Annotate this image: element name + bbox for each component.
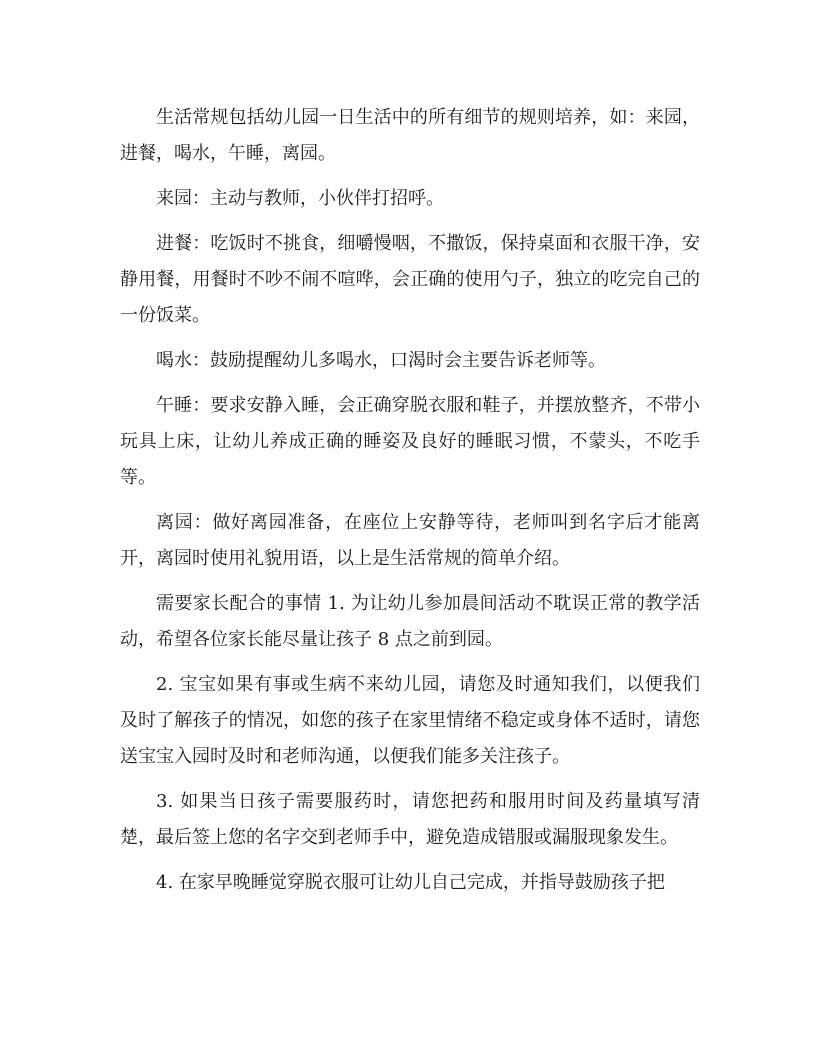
- paragraph-parent-cooperation: 需要家长配合的事情 1. 为让幼儿参加晨间活动不耽误正常的教学活动，希望各位家长能尽量让孩子 8 点之前到园。: [120, 593, 700, 650]
- paragraph-nap: 午睡：要求安静入睡，会正确穿脱衣服和鞋子，并摆放整齐，不带小玩具上床，让幼儿养成正确的睡姿及良好的睡眠习惯，不蒙头，不吃手等。: [120, 395, 700, 488]
- paragraph-drinking: 喝水：鼓励提醒幼儿多喝水，口渴时会主要告诉老师等。: [156, 350, 606, 371]
- paragraph-item-4: 4. 在家早晚睡觉穿脱衣服可让幼儿自己完成，并指导鼓励孩子把: [156, 872, 665, 893]
- paragraph-intro: 生活常规包括幼儿园一日生活中的所有细节的规则培养，如：来园，进餐，喝水，午睡，离园。: [120, 107, 700, 164]
- paragraph-departure: 离园：做好离园准备，在座位上安静等待，老师叫到名字后才能离开，离园时使用礼貌用语，以上是生活常规的简单介绍。: [120, 512, 700, 569]
- paragraph-item-2: 2. 宝宝如果有事或生病不来幼儿园，请您及时通知我们，以便我们及时了解孩子的情况，如您的孩子在家里情绪不稳定或身体不适时，请您送宝宝入园时及时和老师沟通，以便我们能多关注孩子。: [120, 674, 700, 767]
- paragraph-arrival: 来园：主动与教师，小伙伴打招呼。: [156, 188, 444, 209]
- paragraph-meals: 进餐：吃饭时不挑食，细嚼慢咽，不撒饭，保持桌面和衣服干净，安静用餐，用餐时不吵不闹不喧哗，会正确的使用勺子，独立的吃完自己的一份饭菜。: [120, 233, 700, 326]
- document-body: [120, 100, 700, 910]
- paragraph-item-3: 3. 如果当日孩子需要服药时，请您把药和服用时间及药量填写清楚，最后签上您的名字交到老师手中，避免造成错服或漏服现象发生。: [120, 791, 700, 848]
